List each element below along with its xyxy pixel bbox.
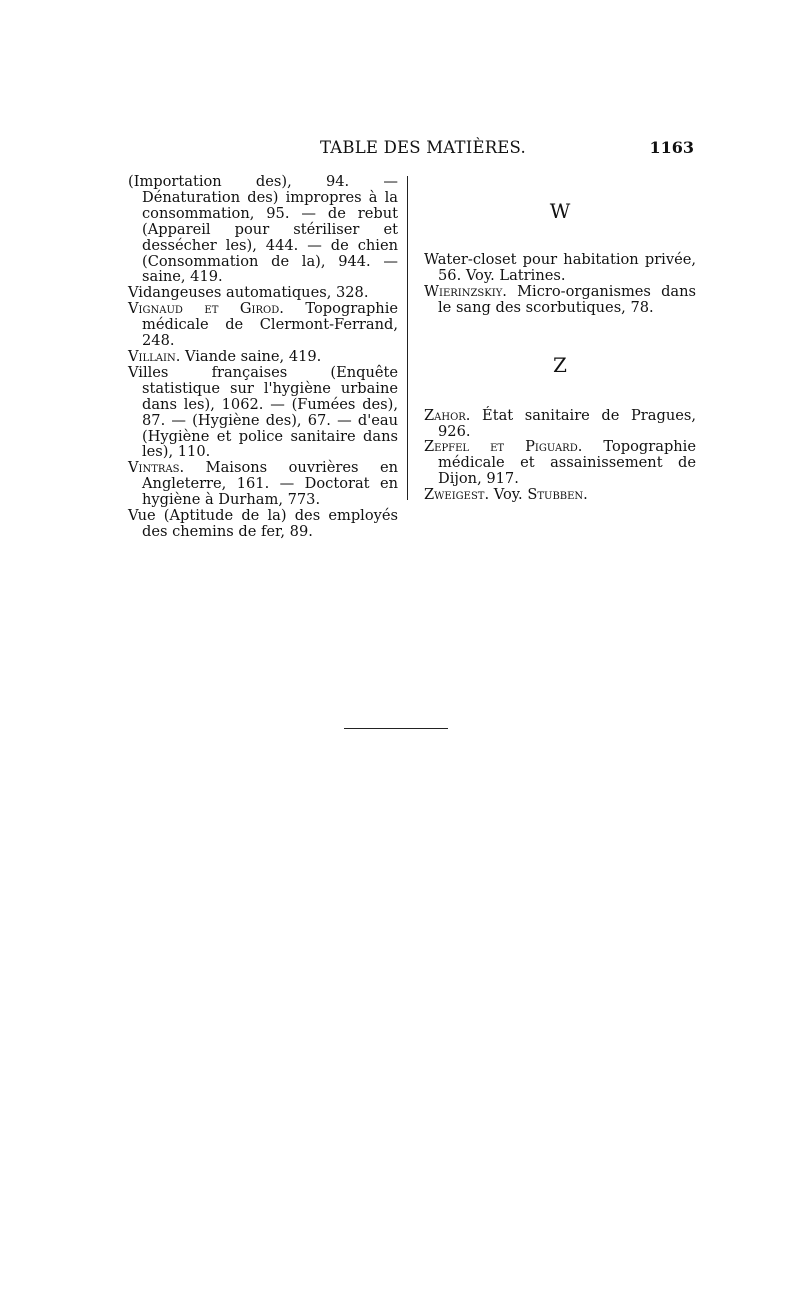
index-entry: Villain. Viande saine, 419.	[128, 347, 322, 365]
entry-author: Zepfel et Piguard.	[424, 438, 583, 456]
index-entry: (Importation des), 94. — Dénaturation des) impropres à la consommation, 95. — de rebut (Appareil pour stériliser et dessécher les), 444. — de chien (Consommation de la), 944. — saine, 419.	[128, 173, 398, 286]
index-entry: Villes françaises (Enquête statistique sur l'hygiène urbaine dans les), 1062. — (Fumées des), 87. — (Hygiène des), 67. — d'eau (Hygiène et police sanitaire dans les), 110.	[128, 363, 398, 461]
section-letter-w: W	[549, 199, 571, 223]
index-entry: Zepfel et Piguard. Topographie médicale et assainissement de Dijon, 917.	[424, 438, 696, 488]
entry-author: Zahor.	[424, 406, 471, 424]
index-entry: Zweigest. Voy. Stubben.	[424, 486, 588, 504]
entry-author: Vintras.	[128, 459, 185, 477]
entry-cross-reference: Stubben.	[527, 486, 588, 504]
running-title: TABLE DES MATIÈRES.	[320, 138, 526, 157]
end-rule	[344, 728, 448, 729]
index-entry: Vue (Aptitude de la) des employés des chemins de fer, 89.	[128, 507, 398, 540]
right-column	[424, 174, 696, 503]
page-number: 1163	[649, 138, 694, 157]
index-entry: Vintras. Maisons ouvrières en Angleterre, 161. — Doctorat en hygiène à Durham, 773.	[128, 459, 398, 509]
index-entry: Wierinzskiy. Micro-organismes dans le sang des scorbutiques, 78.	[424, 282, 696, 316]
section-letter-z: Z	[553, 352, 567, 377]
entry-author: Vignaud et Girod.	[128, 300, 284, 318]
page-header	[128, 138, 696, 160]
entry-author: Zweigest.	[424, 486, 490, 504]
index-entry: Zahor. État sanitaire de Pragues, 926.	[424, 406, 696, 440]
index-entry: Vidangeuses automatiques, 328.	[128, 284, 369, 302]
index-entry: Vignaud et Girod. Topographie médicale de Clermont-Ferrand, 248.	[128, 300, 399, 350]
entry-author: Villain.	[128, 347, 181, 365]
index-entry: Water-closet pour habitation privée, 56. Voy. Latrines.	[424, 251, 696, 284]
left-column	[128, 174, 398, 540]
column-divider	[407, 176, 408, 500]
entry-author: Wierinzskiy.	[424, 282, 507, 300]
